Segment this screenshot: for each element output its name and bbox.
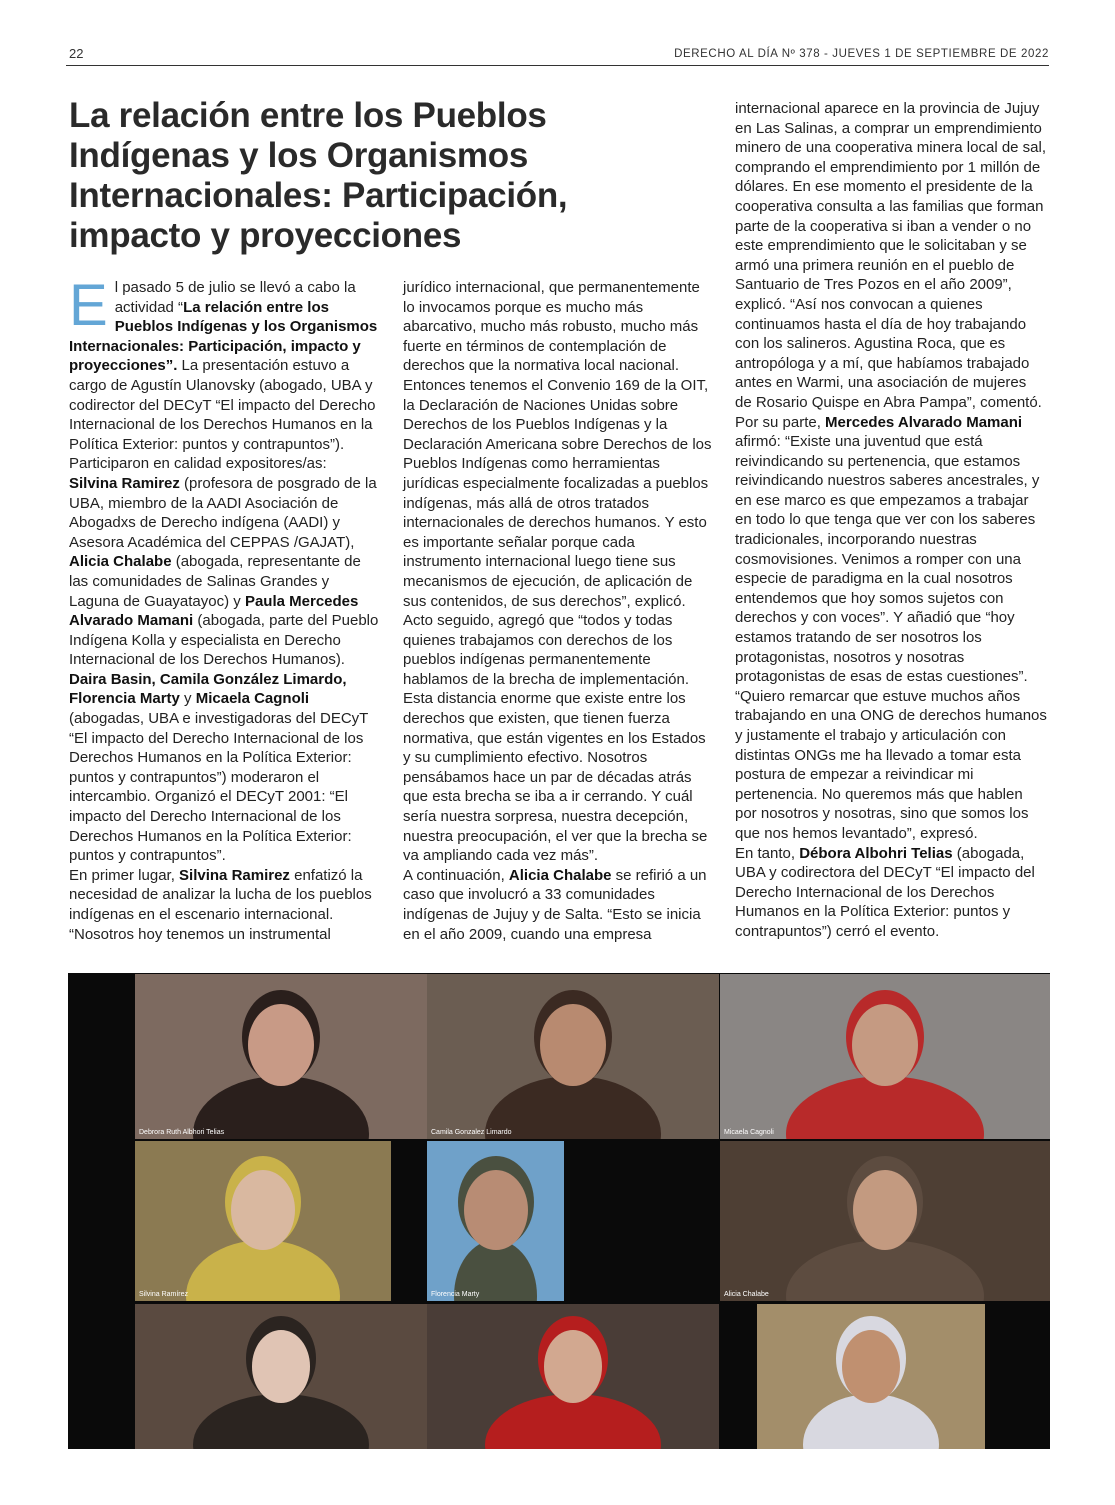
- article-column-3: [735, 99, 1047, 942]
- participant-face: [544, 1330, 602, 1403]
- participant-face: [231, 1170, 295, 1250]
- participant-tile: [720, 974, 1050, 1139]
- participant-name: Silvina Ramírez: [139, 1291, 189, 1298]
- participant-name: Camila Gonzalez Limardo: [431, 1129, 512, 1136]
- participant-face: [540, 1004, 606, 1087]
- video-call-screenshot: [68, 973, 1050, 1449]
- participant-face: [852, 1004, 918, 1087]
- article-column-2: [403, 278, 713, 944]
- column-text: l pasado 5 de julio se llevó a cabo la actividad “La relación entre los Pueblos Indígenas y los Organismos Internacionales: Participación, impacto y proyecciones”. La presentación estuvo a cargo de Agustín Ulanovsky (abogado, UBA y codirector del DECyT “El impacto del Derecho Internacional de los Derechos Humanos en la Política Exterior: puntos y contrapuntos”). Participaron en calidad expositores/as: Silvina Ramirez (profesora de posgrado de la UBA, miembro de la AADI Asociación de Abogadxs de Derecho indígena (AADI) y Asesora Académica del CEPPAS /GAJAT), Alicia Chalabe (abogada, representante de las comunidades de Salinas Grandes y Laguna de Guayatayoc) y Paula Mercedes Alvarado Mamani (abogada, parte del Pueblo Indígena Kolla y especialista en Derecho Internacional de los Derechos Humanos). Daira Basin, Camila González Limardo, Florencia Marty y Micaela Cagnoli (abogadas, UBA e investigadoras del DECyT “El impacto del Derecho Internacional de los Derechos Humanos en la Política Exterior: puntos y contrapuntos”) moderaron el intercambio. Organizó el DECyT 2001: “El impacto del Derecho Internacional de los Derechos Humanos en la Política Exterior: puntos y contrapuntos”. En primer lugar, Silvina Ramirez enfatizó la necesidad de analizar la lucha de los pueblos indígenas en el escenario internacional. “Nosotros hoy tenemos un instrumental: [69, 279, 379, 943]
- participant-name: Alicia Chalabe: [724, 1291, 769, 1298]
- participant-face: [252, 1330, 310, 1403]
- article-column-1: [69, 273, 379, 944]
- participant-tile: [135, 1141, 391, 1301]
- participant-tile: [427, 974, 719, 1139]
- column-text: internacional aparece en la provincia de Jujuy en Las Salinas, a comprar un emprendimiento minero de una cooperativa minera local de sal, comprando el emprendimiento por 1 millón de dólares. En ese momento el presidente de la cooperativa consulta a las familias que forman parte de la cooperativa si iban a vender o no este emprendimiento que le solicitaban y se armó una primera reunión en el pueblo de Santuario de Tres Pozos en el año 2009”, explicó. “Así nos convocan a quienes continuamos hasta el día de hoy trabajando con los salineros. Agustina Roca, que es antropóloga y a mí, que habíamos trabajado antes en Warmi, una asociación de mujeres de Rosario Quispe en Abra Pampa”, comentó. Por su parte, Mercedes Alvarado Mamani afirmó: “Existe una juventud que está reivindicando su pertenencia, que estamos reivindicando nuestros saberes ancestrales, y en ese marco es que empezamos a trabajar en todo lo que tenga que ver con los saberes tradicionales, incorporando nuestras cosmovisiones. Venimos a romper con una especie de paradigma en la cual nosotros entendemos que hoy somos sujetos con derechos y con voces”. Y añadió que “hoy estamos tratando de ser nosotros los protagonistas, nosotros y nosotras protagonistas de esas de estas cuestiones”. “Quiero remarcar que estuve muchos años trabajando en una ONG de derechos humanos y justamente el trabajo y articulación con distintas ONGs me ha llevado a tomar esta postura de empezar a reivindicar mi pertenencia. No queremos más que hablen por nosotros y nosotras, sino que somos los que nos hemos levantado”, expresó. En tanto, Débora Albohri Telias (abogada, UBA y codirectora del DECyT “El impacto del Derecho Internacional de los Derechos Humanos en la Política Exterior: puntos y contrapuntos”) cerró el evento.: [735, 100, 1047, 940]
- participant-face: [248, 1004, 314, 1087]
- page-number: 22: [69, 46, 84, 61]
- article-title: La relación entre los Pueblos Indígenas y los Organismos Internacionales: Participación, impacto y proyecciones: [69, 96, 568, 255]
- header-rule: [66, 65, 1049, 66]
- drop-cap: E: [69, 273, 108, 338]
- participant-tile: [757, 1304, 985, 1449]
- participant-tile: [720, 1141, 1050, 1301]
- column-text: jurídico internacional, que permanentemente lo invocamos porque es mucho más abarcativo, mucho más robusto, mucho más fuerte en términos de contemplación de derechos que la normativa local nacional. Entonces tenemos el Convenio 169 de la OIT, la Declaración de Naciones Unidas sobre Derechos de los Pueblos Indígenas y la Declaración Americana sobre Derechos de los Pueblos Indígenas como herramientas jurídicas especialmente focalizadas a pueblos indígenas, más allá de otros tratados internacionales de derechos humanos. Y esto es importante señalar porque cada instrumento internacional luego tiene sus mecanismos de ejecución, de aplicación de sus contenidos, de sus derechos”, explicó. Acto seguido, agregó que “todos y todas quienes trabajamos con derechos de los pueblos indígenas permanentemente hablamos de la brecha de implementación. Esta distancia enorme que existe entre los derechos que existen, que tienen fuerza normativa, que están vigentes en los Estados y su cumplimiento efectivo. Nosotros pensábamos hace un par de décadas atrás que esta brecha se iba a ir cerrando. Y cuál sería nuestra sorpresa, nuestra decepción, nuestra preocupación, el ver que la brecha se va ampliando cada vez más”. A continuación, Alicia Chalabe se refirió a un caso que involucró a 33 comunidades indígenas de Jujuy y de Salta. “Esto se inicia en el año 2009, cuando una empresa: [403, 279, 712, 943]
- participant-name: Debrora Ruth Albhori Telias: [139, 1129, 225, 1136]
- participant-face: [464, 1170, 528, 1250]
- participant-name: Micaela Cagnoli: [724, 1129, 774, 1136]
- participant-tile: [135, 1304, 427, 1449]
- participant-face: [853, 1170, 917, 1250]
- participant-name: Florencia Marty: [431, 1291, 480, 1298]
- publication-header: DERECHO AL DÍA Nº 378 - JUEVES 1 DE SEPTIEMBRE DE 2022: [674, 48, 1049, 60]
- participant-face: [842, 1330, 900, 1403]
- participant-tile: [427, 1141, 564, 1301]
- participant-tile: [427, 1304, 719, 1449]
- participant-tile: [135, 974, 427, 1139]
